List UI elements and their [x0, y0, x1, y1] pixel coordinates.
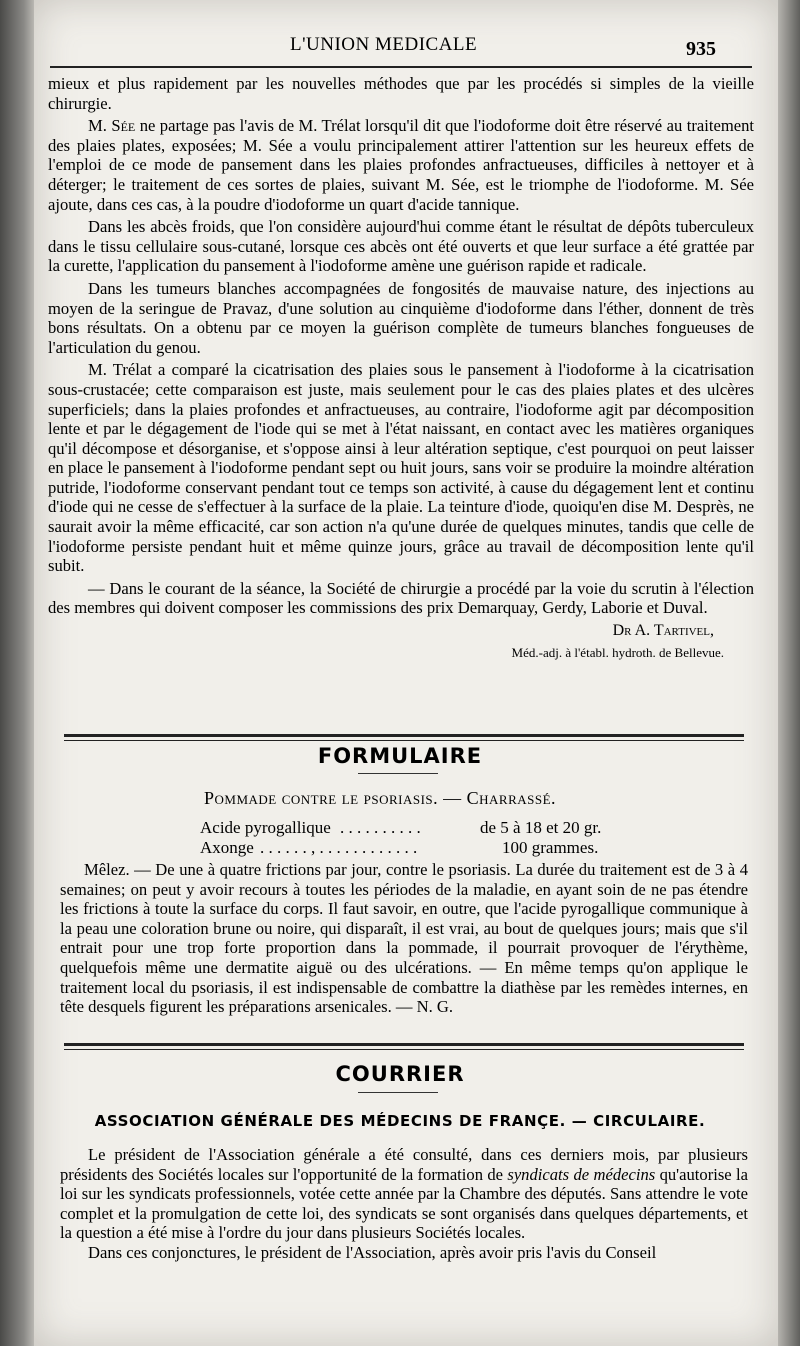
- affiliation: Méd.-adj. à l'établ. hydroth. de Bellevue.: [511, 644, 724, 660]
- header-rule: [50, 66, 752, 68]
- running-title: L'UNION MEDICALE: [290, 34, 478, 55]
- instructions-paragraph: Mêlez. — De une à quatre frictions par jour, contre le psoriasis. La durée du traitement est de 3 à 4 semaines; on peut y avoir recours à toutes les périodes de la maladie, en ayant soin de ne pas étendre les frictions à toute la surface du corps. Il faut savoir, en outre, que l'acide pyrogallique communique à la peau une coloration brune ou noire, qui disparaît, il est vrai, au bout de quelques jours; mais que s'il entrait pour une trop forte proportion dans la pommade, il pourrait provoquer de l'érythème, quelquefois même une dermatite aiguë ou des ulcérations. — En même temps qu'on applique le traitement local du psoriasis, il est indispensable de combattre la diathèse par les remèdes internes, en tête desquels figurent les préparations arsenicales. — N. G.: [60, 860, 748, 1017]
- article-paragraph: Dans les tumeurs blanches accompagnées de fongosités de mauvaise nature, des injections au moyen de la seringue de Pravaz, d'une solution au cinquième d'iodoforme dans l'éther, donnent de très bons résultats. On a obtenu par ce moyen la guérison complète de tumeurs blanches fongueuses de l'articulation du genou.: [48, 278, 754, 357]
- ingredient-name: Acide pyrogallique: [200, 818, 331, 837]
- article-paragraph: M. Sée ne partage pas l'avis de M. Trélat lorsqu'il dit que l'iodoforme doit être réservé au traitement des plaies plates, exposées; M. Sée a voulu principalement attirer l'attention sur les heureux effets de l'emploi de ce mode de pansement dans les plaies profondes anfractueuses, difficiles à nettoyer et à déterger; le traitement de ces sortes de plaies, suivant M. Sée, est le triomphe de l'iodoforme. M. Sée ajoute, dans ces cas, à la poudre d'iodoforme un quart d'acide tannique.: [48, 116, 754, 214]
- association-subtitle: ASSOCIATION GÉNÉRALE DES MÉDECINS DE FRANÇE. — CIRCULAIRE.: [94, 1112, 706, 1130]
- section-divider: [64, 1043, 744, 1050]
- article-body: [48, 74, 754, 662]
- leader-dots: . . . . . . . . . .: [340, 818, 421, 837]
- article-paragraph: Dans les abcès froids, que l'on considère aujourd'hui comme étant le résultat de dépôts tuberculeux dans le tissu cellulaire sous-cutané, lorsque ces abcès ont été ouverts et que leur surface a été grattée par la curette, l'application du pansement à l'iodoforme amène une guérison rapide et radicale.: [48, 217, 754, 276]
- emphasis: syndicats de médecins: [507, 1164, 656, 1184]
- ingredient-name: Axonge: [200, 838, 254, 857]
- courrier-body: [60, 1145, 748, 1263]
- leader-dots: . . . . . . , . . . . . . . . . . . .: [260, 838, 418, 857]
- article-paragraph: M. Trélat a comparé la cicatrisation des plaies sous le pansement à l'iodoforme à la cicatrisation sous-crustacée; cette comparaison est juste, mais seulement pour le cas des plaies plates et des ulcères superficiels; dans la plaies profondes et anfractueuses, au contraire, l'iodoforme agit par décomposition lente et par le dégagement de l'iode qui se met à l'état naissant, en contact avec les matières organiques qu'il décompose et désorganise, et s'oppose ainsi à leur altération septique, c'est pourquoi on peut laisser en place le pansement à l'iodoforme pendant sept ou huit jours, sans voir se produire la moindre altération putride, l'iodoforme conservant pendant tout ce temps son activité, à cause du dégagement lent et continu d'iode qui ne cesse de s'effectuer à la surface de la plaie. La teinture d'iode, quoiqu'en dise M. Desprès, ne saurait avoir la même efficacité, car son action n'a qu'une durée de quelques minutes, tandis que celle de l'iodoforme persiste pendant huit et même quinze jours, grâce au travail de décomposition lente qu'il subit.: [48, 360, 754, 576]
- scan-left-edge: [0, 0, 34, 1346]
- section-divider: [64, 734, 744, 741]
- article-paragraph: — Dans le courant de la séance, la Société de chirurgie a procédé par la voie du scrutin à l'élection des membres qui doivent composer les commissions des prix Demarquay, Gerdy, Laborie et Duval.: [48, 578, 754, 618]
- heading-underline: [358, 773, 438, 774]
- author-name: M. Sée: [88, 116, 136, 136]
- courrier-heading: COURRIER: [335, 1062, 465, 1086]
- ingredient-quantity: 100 grammes.: [502, 838, 599, 857]
- heading-underline: [358, 1092, 438, 1093]
- ingredient-quantity: de 5 à 18 et 20 gr.: [480, 818, 602, 837]
- recipe-title: Pommade contre le psoriasis. — Charrassé.: [204, 788, 557, 808]
- article-paragraph: mieux et plus rapidement par les nouvelles méthodes que par les procédés si simples de la vieille chirurgie.: [48, 74, 754, 113]
- page-number: 935: [686, 38, 716, 60]
- signature: Dr A. Tartivel,: [612, 622, 714, 640]
- courrier-paragraph: Dans ces conjonctures, le président de l'Association, après avoir pris l'avis du Conseil: [88, 1242, 657, 1262]
- courrier-paragraph: Le président de l'Association générale a été consulté, dans ces derniers mois, par plusieurs présidents des Sociétés locales sur l'opportunité de la formation de syndicats de médecins qu'autorise la loi sur les syndicats professionnels, votée cette année par la Chambre des députés. Sans attendre le vote complet et la promulgation de cette loi, des syndicats se sont organisés dans quelques départements, et la question a été mise à l'ordre du jour dans plusieurs Sociétés locales.: [60, 1145, 748, 1243]
- scan-right-edge: [778, 0, 800, 1346]
- formulaire-heading: FORMULAIRE: [317, 744, 483, 768]
- formula-instructions: [60, 860, 748, 1017]
